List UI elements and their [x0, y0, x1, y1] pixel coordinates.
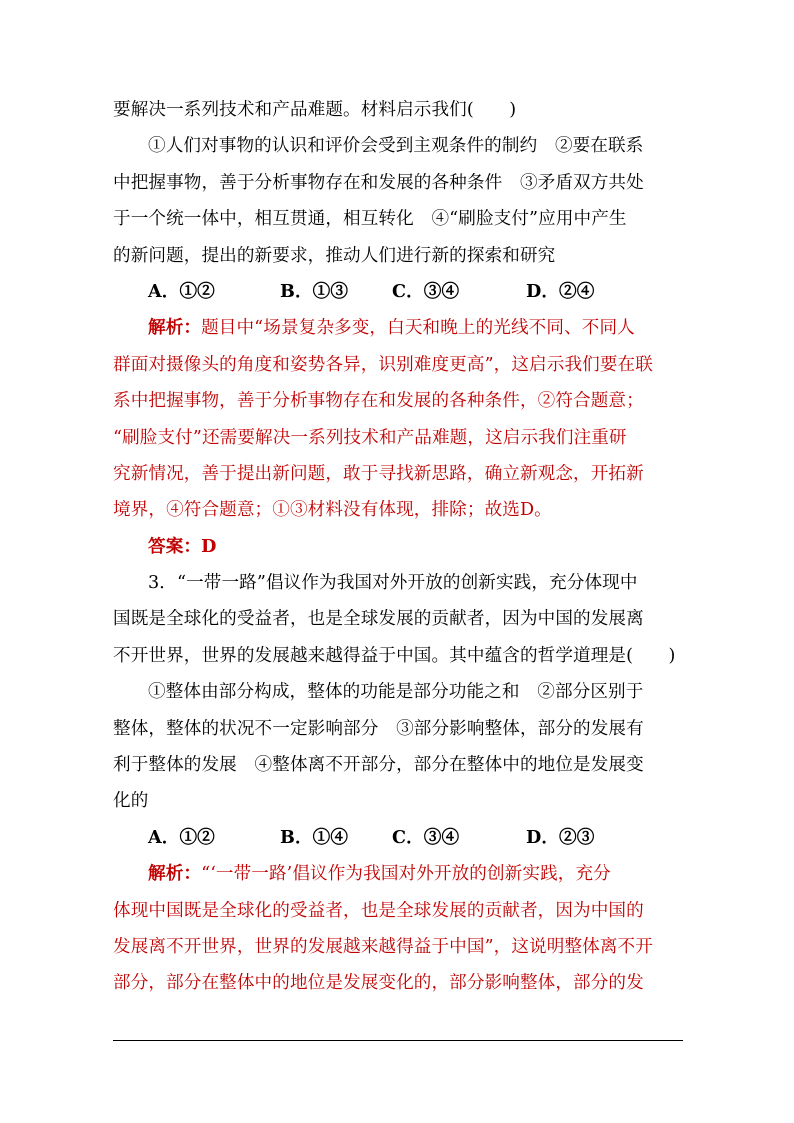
q3-statement-line: 整体，整体的状况不一定影响部分 ③部分影响整体，部分的发展有 — [113, 718, 644, 739]
q3-option-b: B．①④ — [280, 826, 349, 848]
q2-option-d: D．②④ — [526, 280, 595, 302]
q3-analysis-text: “‘一带一路’倡议作为我国对外开放的创新实践，充分 — [201, 864, 611, 885]
q2-analysis-line: 境界，④符合题意；①③材料没有体现，排除；故选D。 — [113, 500, 552, 521]
q2-analysis-line: 究新情况，善于提出新问题，敢于寻找新思路，确立新观念，开拓新 — [113, 463, 644, 484]
document-page — [113, 92, 683, 1002]
q2-statement-line: ①人们对事物的认识和评价会受到主观条件的制约 ②要在联系 — [148, 136, 644, 157]
q2-option-a: A．①② — [148, 280, 215, 302]
q3-statement-line: 利于整体的发展 ④整体离不开部分，部分在整体中的地位是发展变 — [113, 755, 644, 776]
q3-analysis-line: 部分，部分在整体中的地位是发展变化的，部分影响整体，部分的发 — [113, 973, 644, 994]
footer-divider — [113, 1040, 683, 1041]
q3-option-a: A．①② — [148, 826, 215, 848]
q2-analysis-label: 解析： — [148, 317, 202, 339]
q2-analysis-first-line — [113, 310, 683, 346]
q2-answer-label: 答案： — [148, 535, 202, 557]
q2-options — [113, 274, 683, 310]
q3-analysis-line: 体现中国既是全球化的受益者，也是全球发展的贡献者，因为中国的 — [113, 900, 644, 921]
q2-option-c: C．③④ — [392, 280, 460, 302]
q2-analysis-line: 系中把握事物，善于分析事物存在和发展的各种条件，②符合题意； — [113, 391, 644, 412]
q3-option-d: D．②③ — [526, 826, 595, 848]
q2-answer — [113, 529, 683, 565]
q3-option-c: C．③④ — [392, 826, 460, 848]
q3-stem-line: 国既是全球化的受益者，也是全球发展的贡献者，因为中国的发展离 — [113, 609, 644, 630]
q2-statement-line: 于一个统一体中，相互贯通，相互转化 ④“刷脸支付”应用中产生 — [113, 209, 627, 230]
q3-analysis-first-line — [113, 856, 683, 892]
q3-analysis-label: 解析： — [148, 863, 202, 885]
q2-analysis-text: 题目中“场景复杂多变，白天和晚上的光线不同、不同人 — [201, 318, 635, 339]
q2-statement-line: 的新问题，提出的新要求，推动人们进行新的探索和研究 — [113, 245, 556, 266]
q2-answer-value: D — [201, 535, 217, 557]
q2-analysis-line: “刷脸支付”还需要解决一系列技术和产品难题，这启示我们注重研 — [113, 427, 627, 448]
q3-statement-line: 化的 — [113, 791, 149, 812]
q3-analysis-line: 发展离不开世界，世界的发展越来越得益于中国”，这说明整体离不开 — [113, 936, 653, 957]
q2-option-b: B．①③ — [280, 280, 349, 302]
q2-stem-tail: 要解决一系列技术和产品难题。材料启示我们( ) — [113, 100, 517, 120]
q3-options — [113, 820, 683, 856]
q2-analysis-line: 群面对摄像头的角度和姿势各异，识别难度更高”，这启示我们要在联 — [113, 354, 653, 375]
q3-stem-line: 3．“一带一路”倡议作为我国对外开放的创新实践，充分体现中 — [148, 573, 638, 594]
q2-statement-line: 中把握事物，善于分析事物存在和发展的各种条件 ③矛盾双方共处 — [113, 172, 644, 193]
q3-statement-line: ①整体由部分构成，整体的功能是部分功能之和 ②部分区别于 — [148, 682, 644, 703]
q3-stem-line: 不开世界，世界的发展越来越得益于中国。其中蕴含的哲学道理是( ) — [113, 645, 676, 666]
